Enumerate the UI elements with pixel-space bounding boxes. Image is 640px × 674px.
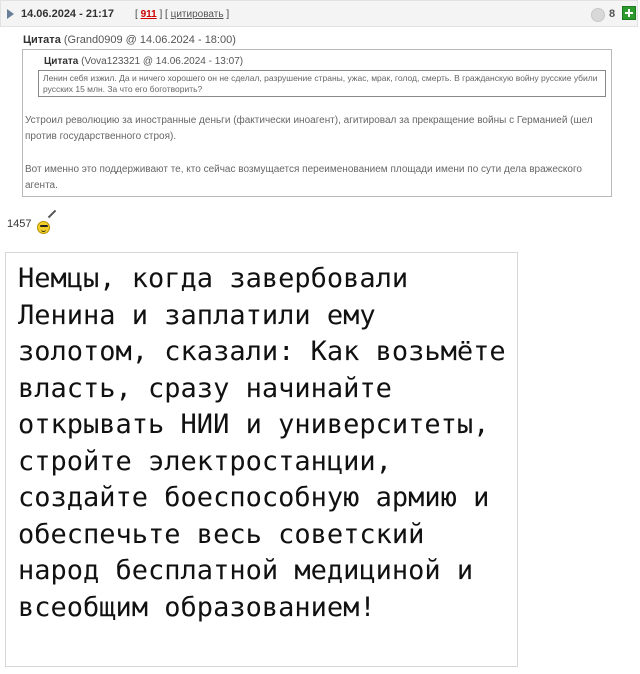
wand-icon bbox=[48, 210, 56, 218]
post-date: 14.06.2024 - 21:17 bbox=[21, 8, 114, 20]
outer-quote-header bbox=[23, 34, 236, 46]
post-meta: [ 911 ] [ цитировать ] bbox=[135, 9, 230, 20]
meme-image bbox=[5, 252, 522, 667]
score-count: 1457 bbox=[7, 218, 32, 230]
outer-quote-label: Цитата bbox=[23, 34, 61, 46]
smiley-icon bbox=[37, 221, 50, 234]
plus-icon[interactable] bbox=[622, 6, 636, 20]
post-number-link[interactable]: 911 bbox=[140, 9, 157, 20]
inner-quote-source: (Vova123321 @ 14.06.2024 - 13:07) bbox=[81, 56, 244, 67]
outer-quote-source: (Grand0909 @ 14.06.2024 - 18:00) bbox=[63, 34, 236, 46]
inner-quote-header bbox=[44, 56, 243, 67]
inner-quote-text: Ленин себя изжил. Да и ничего хорошего он не сделал, разрушение страны, ужас, мрак, голод, смерть. В гражданскую войну русские убили русских 15 млн. За что его боготворить? bbox=[38, 70, 606, 97]
quote-paragraph-2: Вот именно это поддерживают те, кто сейчас возмущается переименованием площади имени по сути дела вражеского агента. bbox=[25, 164, 582, 191]
post-rating: 8 bbox=[609, 8, 616, 20]
inner-quote-label: Цитата bbox=[44, 56, 79, 67]
quote-link[interactable]: цитировать bbox=[170, 9, 224, 20]
meme-text: Немцы, когда завербовали Ленина и заплатили ему золотом, сказали: Как возьмёте власть, сразу начинайте открывать НИИ и университеты, стройте электростанции, создайте боеспособную армию и обеспечьте весь советский народ бесплатной медициной и всеобщим образованием! bbox=[18, 263, 522, 623]
minus-icon[interactable] bbox=[591, 8, 605, 22]
arrow-icon bbox=[7, 9, 14, 19]
post-header bbox=[0, 0, 638, 27]
quote-paragraph-1: Устроил революцию за иностранные деньги (фактически иноагент), агитировал за прекращение войны с Германией (шел против государственного строя). bbox=[25, 115, 593, 142]
